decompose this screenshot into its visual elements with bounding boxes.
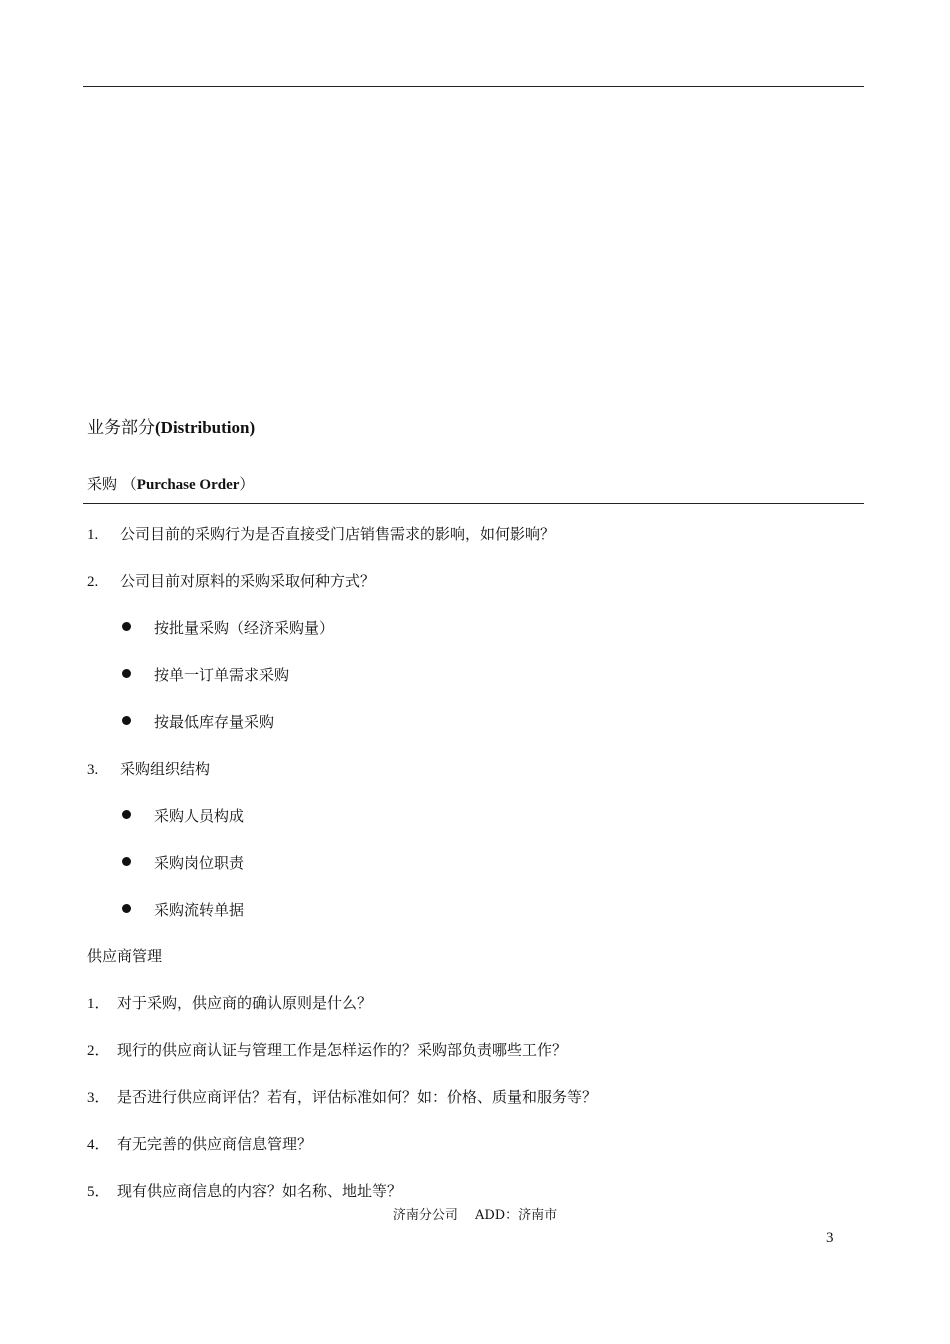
bullet-dot-icon [122, 857, 131, 866]
purchase-question-3 [87, 758, 210, 779]
purchase-heading-en: Purchase Order [136, 477, 240, 493]
list-number: 5． [87, 1184, 110, 1200]
section-title-en: (Distribution) [155, 418, 256, 437]
list-text: 现行的供应商认证与管理工作是怎样运作的？采购部负责哪些工作？ [117, 1041, 568, 1059]
purchase-question-1 [87, 523, 555, 544]
list-item: 采购流转单据 [154, 901, 245, 919]
list-number: 4． [87, 1137, 110, 1153]
supplier-question-3 [87, 1086, 597, 1107]
page-footer: 济南分公司 ADD：济南市 [392, 1208, 558, 1223]
list-item: 按批量采购（经济采购量） [154, 619, 335, 637]
list-text: 公司目前的采购行为是否直接受门店销售需求的影响，如何影响？ [120, 525, 556, 543]
list-item: 采购人员构成 [154, 807, 245, 825]
list-text: 现有供应商信息的内容？如名称、地址等？ [117, 1182, 403, 1200]
bullet-dot-icon [122, 904, 131, 913]
bullet-dot-icon [122, 716, 131, 725]
supplier-question-5 [87, 1180, 402, 1201]
bullet-dot-icon [122, 810, 131, 819]
list-number: 3. [87, 762, 99, 778]
list-number: 1. [87, 527, 99, 543]
section-title [87, 413, 255, 438]
page-number: 3 [826, 1230, 834, 1246]
bullet-dot-icon [122, 622, 131, 631]
list-text: 有无完善的供应商信息管理？ [117, 1135, 313, 1153]
list-text: 公司目前对原料的采购采取何种方式？ [120, 572, 376, 590]
supplier-question-1 [87, 992, 372, 1013]
list-number: 2． [87, 1043, 110, 1059]
supplier-heading: 供应商管理 [87, 947, 163, 965]
purchase-rule [83, 503, 864, 504]
purchase-question-2 [87, 570, 375, 591]
list-item: 采购岗位职责 [154, 854, 245, 872]
bullet-dot-icon [122, 669, 131, 678]
list-text: 是否进行供应商评估？若有，评估标准如何？如：价格、质量和服务等？ [117, 1088, 598, 1106]
list-number: 1． [87, 996, 110, 1012]
purchase-heading [87, 473, 254, 494]
supplier-question-2 [87, 1039, 567, 1060]
purchase-heading-cn: 采购 （ [87, 475, 137, 493]
header-rule [83, 86, 864, 87]
list-item: 按单一订单需求采购 [154, 666, 290, 684]
list-number: 2. [87, 574, 99, 590]
list-item: 按最低库存量采购 [154, 713, 275, 731]
supplier-question-4 [87, 1133, 312, 1154]
section-title-cn: 业务部分 [87, 418, 155, 438]
list-text: 对于采购，供应商的确认原则是什么？ [117, 994, 373, 1012]
list-text: 采购组织结构 [120, 760, 211, 778]
list-number: 3． [87, 1090, 110, 1106]
purchase-heading-close: ） [239, 475, 255, 493]
